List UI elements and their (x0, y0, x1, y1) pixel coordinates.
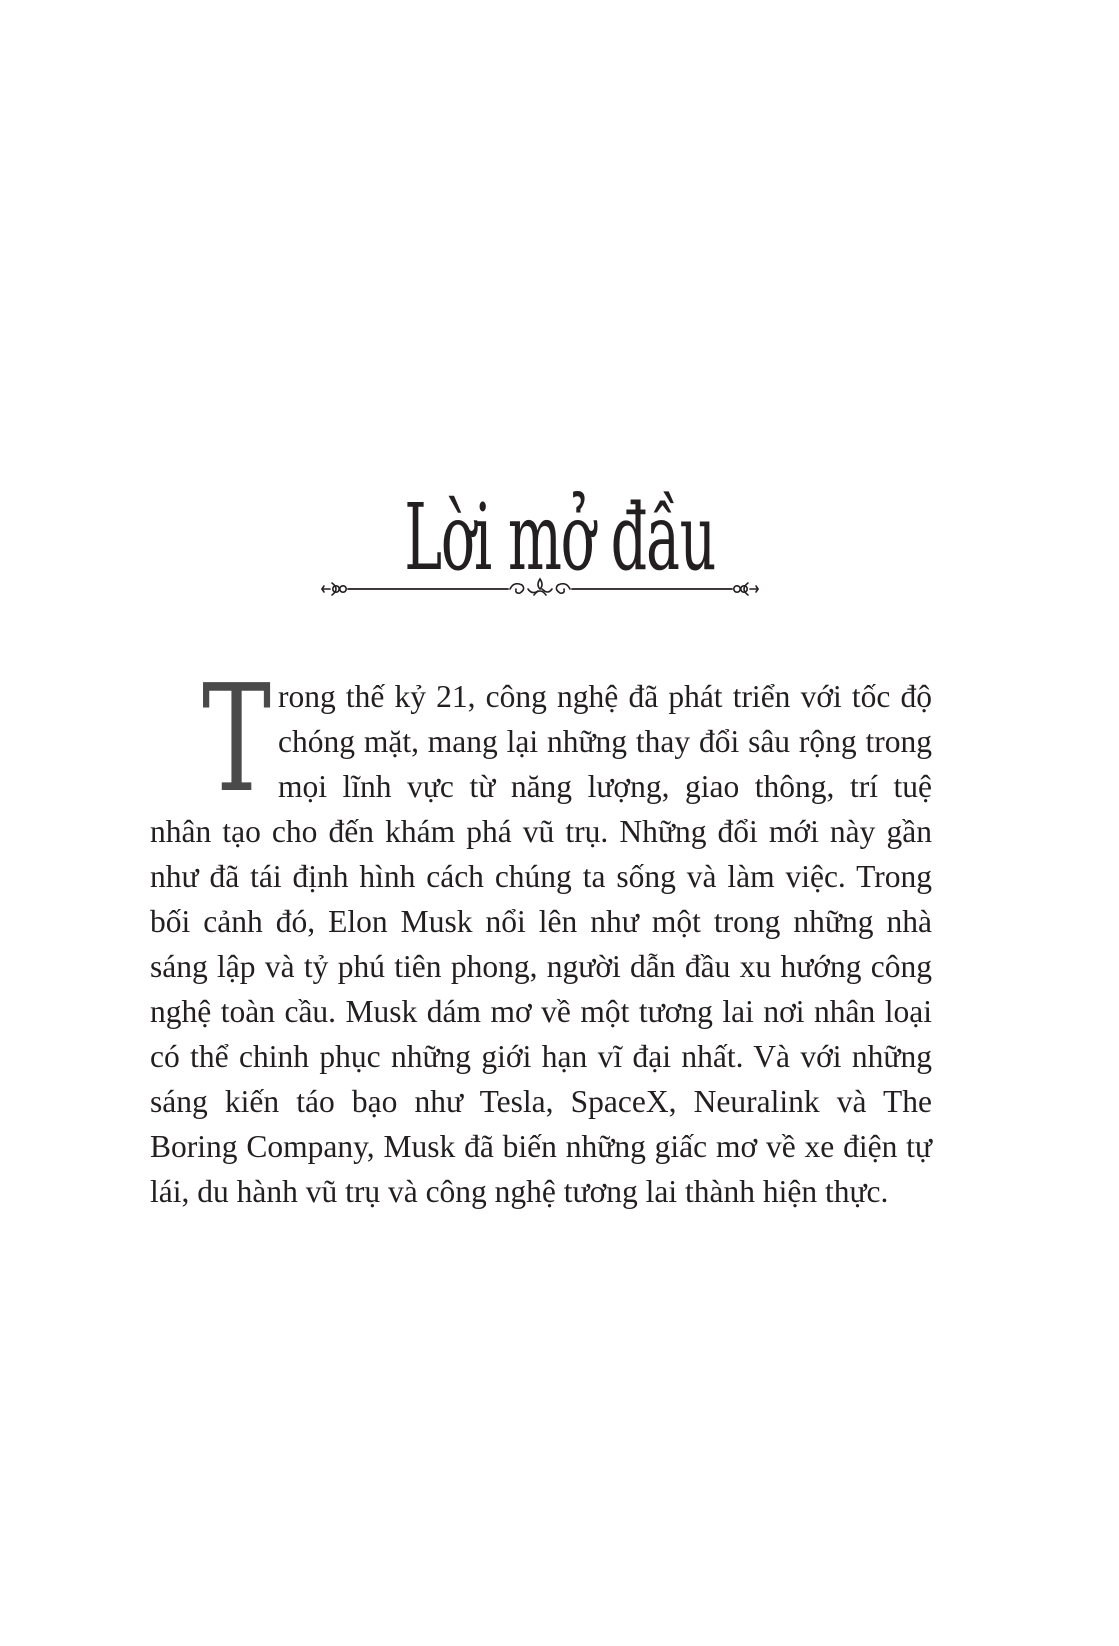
preface-paragraph (150, 653, 932, 1214)
decorative-divider-icon (318, 573, 762, 607)
page-title: Lời mở đầu (404, 483, 716, 591)
paragraph-text: rong thế kỷ 21, công nghệ đã phát triển với tốc độ chóng mặt, mang lại những thay đổi sâu rộng trong mọi lĩnh vực từ năng lượng, giao thông, trí tuệ nhân tạo cho đến khám phá vũ trụ. Những đổi mới này gần như đã tái định hình cách chúng ta sống và làm việc. Trong bối cảnh đó, Elon Musk nổi lên như một trong những nhà sáng lập và tỷ phú tiên phong, người dẫn đầu xu hướng công nghệ toàn cầu. Musk dám mơ về một tương lai nơi nhân loại có thể chinh phục những giới hạn vĩ đại nhất. Và với những sáng kiến táo bạo như Tesla, SpaceX, Neuralink và The Boring Company, Musk đã biến những giấc mơ về xe điện tự lái, du hành vũ trụ và công nghệ tương lai thành hiện thực. (150, 679, 932, 1209)
drop-cap: T (202, 653, 272, 825)
